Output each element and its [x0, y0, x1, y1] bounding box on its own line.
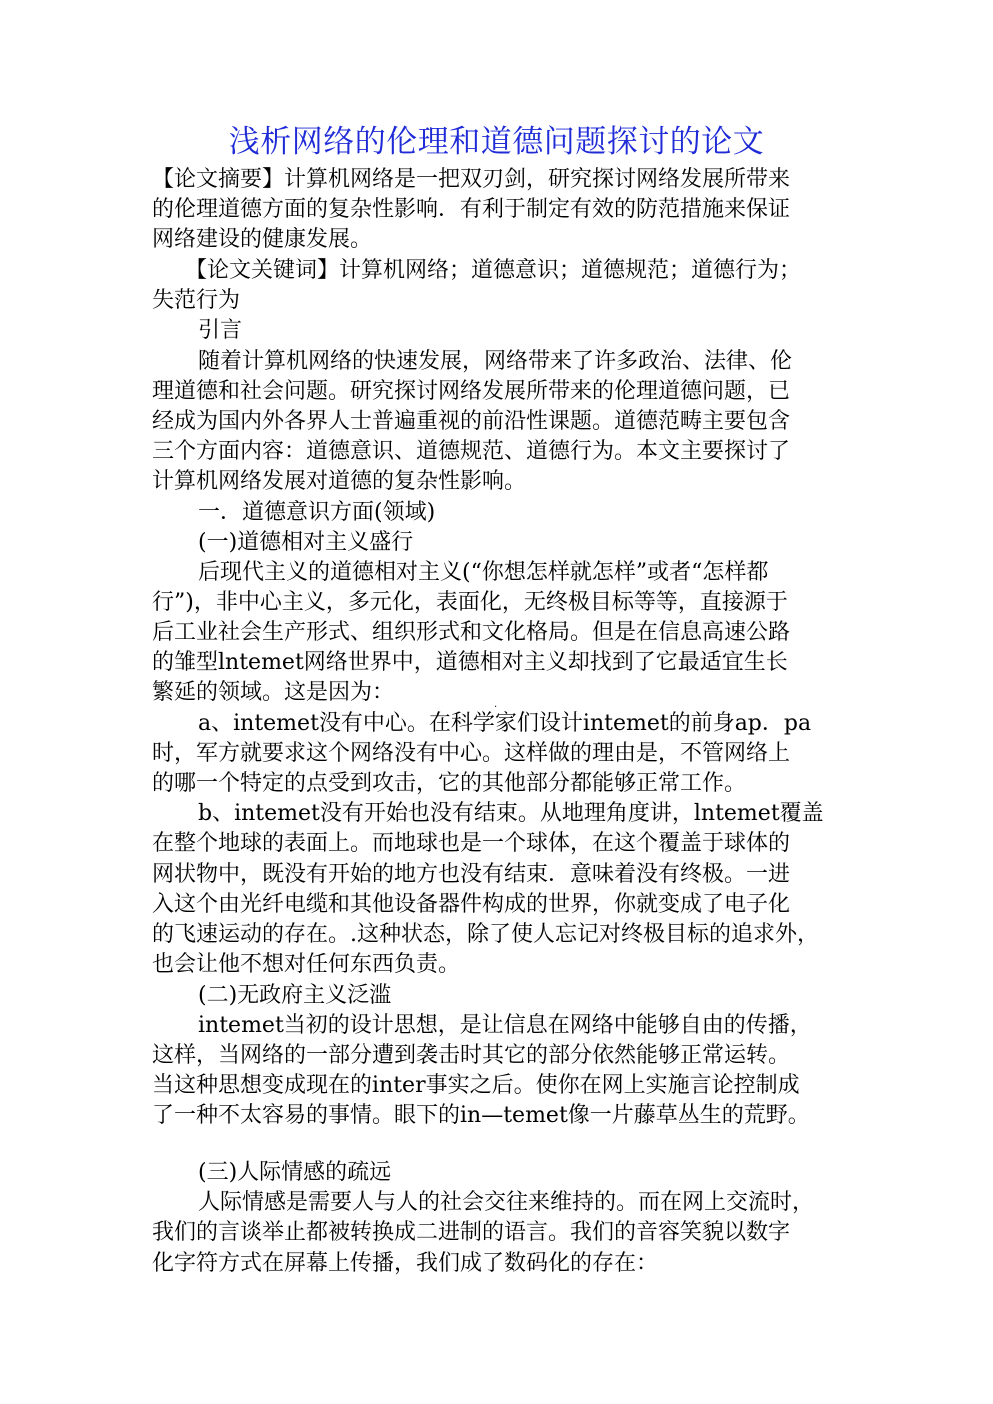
abstract-line-1: 【论文摘要】计算机网络是一把双刃剑，研究探讨网络发展所带来	[152, 167, 791, 192]
paragraph-line: 的雏型lntemet网络世界中，道德相对主义却找到了它最适宜生长	[152, 650, 788, 675]
paragraph-line: 随着计算机网络的快速发展，网络带来了许多政治、法律、伦	[198, 349, 793, 374]
section-heading-1: 一．道德意识方面(领域)	[198, 500, 436, 525]
paragraph-line: 的飞速运动的存在。.这种状态，除了使人忘记对终极目标的追求外，	[152, 922, 819, 947]
keywords-line-2: 失范行为	[152, 288, 241, 313]
paragraph-line: 也会让他不想对任何东西负责。	[152, 952, 461, 977]
paragraph-line: 行”)，非中心主义，多元化，表面化，无终极目标等等，直接源于	[152, 590, 788, 615]
paragraph-line: 入这个由光纤电缆和其他设备器件构成的世界，你就变成了电子化	[152, 892, 791, 917]
subsection-heading-3: (三)人际情感的疏远	[198, 1160, 392, 1185]
document-title: 浅析网络的伦理和道德问题探讨的论文	[228, 124, 765, 160]
paragraph-line: 人际情感是需要人与人的社会交往来维持的。而在网上交流时，	[198, 1190, 815, 1215]
paragraph-line: a、intemet没有中心。在科学家们设计intemet的前身ap．pa	[198, 711, 812, 736]
paragraph-line: 三个方面内容：道德意识、道德规范、道德行为。本文主要探讨了	[152, 439, 791, 464]
paragraph-line: 了一种不太容易的事情。眼下的in—temet像一片藤草丛生的荒野。	[152, 1103, 810, 1128]
paragraph-line: 的哪一个特定的点受到攻击，它的其他部分都能够正常工作。	[152, 771, 747, 796]
paragraph-line: 后工业社会生产形式、组织形式和文化格局。但是在信息高速公路	[152, 620, 791, 645]
keywords-line-1: 【论文关键词】计算机网络；道德意识；道德规范；道德行为；	[185, 258, 802, 283]
abstract-line-3: 网络建设的健康发展。	[152, 227, 373, 252]
paragraph-line: 化字符方式在屏幕上传播，我们成了数码化的存在：	[152, 1251, 659, 1276]
section-heading-intro: 引言	[198, 318, 243, 343]
paragraph-line: 网状物中，既没有开始的地方也没有结束．意味着没有终极。一进	[152, 862, 791, 887]
stray-mark: .	[494, 699, 498, 710]
paragraph-line: 后现代主义的道德相对主义(“你想怎样就怎样”或者“怎样都	[198, 560, 769, 585]
paragraph-line: intemet当初的设计思想，是让信息在网络中能够自由的传播，	[198, 1013, 812, 1038]
paragraph-line: 我们的言谈举止都被转换成二进制的语言。我们的音容笑貌以数字	[152, 1220, 791, 1245]
abstract-line-2: 的伦理道德方面的复杂性影响．有利于制定有效的防范措施来保证	[152, 197, 791, 222]
paragraph-line: 在整个地球的表面上。而地球也是一个球体，在这个覆盖于球体的	[152, 831, 791, 856]
paragraph-line: 计算机网络发展对道德的复杂性影响。	[152, 469, 527, 494]
paragraph-line: 繁延的领域。这是因为：	[152, 680, 395, 705]
paragraph-line: 当这种思想变成现在的inter事实之后。使你在网上实施言论控制成	[152, 1073, 800, 1098]
subsection-heading-1: (一)道德相对主义盛行	[198, 530, 414, 555]
paragraph-line: 经成为国内外各界人士普遍重视的前沿性课题。道德范畴主要包含	[152, 409, 791, 434]
subsection-heading-2: (二)无政府主义泛滥	[198, 983, 392, 1008]
paragraph-line: b、intemet没有开始也没有结束。从地理角度讲，lntemet覆盖	[198, 801, 824, 826]
paragraph-line: 这样，当网络的一部分遭到袭击时其它的部分依然能够正常运转。	[152, 1043, 791, 1068]
paragraph-line: 时，军方就要求这个网络没有中心。这样做的理由是，不管网络上	[152, 741, 791, 766]
paragraph-line: 理道德和社会问题。研究探讨网络发展所带来的伦理道德问题，已	[152, 379, 791, 404]
